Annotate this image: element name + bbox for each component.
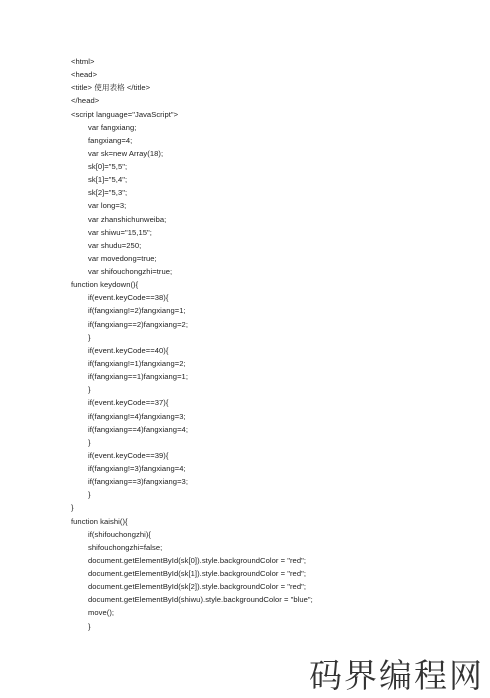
code-line: fangxiang=4; bbox=[88, 135, 133, 145]
code-line: var zhanshichunweiba; bbox=[88, 214, 167, 224]
code-line: if(event.keyCode==40){ bbox=[88, 345, 169, 355]
code-line: var sk=new Array(18); bbox=[88, 148, 164, 158]
code-line: } bbox=[88, 621, 91, 631]
code-line: } bbox=[88, 332, 91, 342]
code-line: if(shifouchongzhi){ bbox=[88, 529, 152, 539]
code-line: sk[1]="5,4"; bbox=[88, 175, 128, 185]
code-line: } bbox=[88, 437, 91, 447]
code-line: move(); bbox=[88, 608, 115, 618]
code-line: document.getElementById(shiwu).style.backgroundColor = "blue"; bbox=[88, 595, 313, 605]
code-line: if(fangxiang==3)fangxiang=3; bbox=[88, 477, 188, 487]
code-line: sk[0]="5,5"; bbox=[88, 162, 128, 172]
code-line: if(event.keyCode==38){ bbox=[88, 293, 169, 303]
code-line: var shiwu="15,15"; bbox=[88, 227, 152, 237]
code-line: function kaishi(){ bbox=[71, 516, 128, 526]
code-line: var fangxiang; bbox=[88, 122, 137, 132]
code-line: if(fangxiang!=3)fangxiang=4; bbox=[88, 464, 186, 474]
code-line: var shifouchongzhi=true; bbox=[88, 267, 173, 277]
code-line: if(fangxiang==1)fangxiang=1; bbox=[88, 372, 188, 382]
code-line: var shudu=250; bbox=[88, 240, 142, 250]
code-line: if(fangxiang==2)fangxiang=2; bbox=[88, 319, 188, 329]
code-line: if(fangxiang!=1)fangxiang=2; bbox=[88, 358, 186, 368]
code-line: function keydown(){ bbox=[71, 280, 139, 290]
code-line: } bbox=[88, 385, 91, 395]
code-line: document.getElementById(sk[2]).style.backgroundColor = "red"; bbox=[88, 582, 307, 592]
code-line: if(event.keyCode==37){ bbox=[88, 398, 169, 408]
code-line: if(fangxiang==4)fangxiang=4; bbox=[88, 424, 188, 434]
code-line: document.getElementById(sk[1]).style.backgroundColor = "red"; bbox=[88, 569, 307, 579]
code-line: shifouchongzhi=false; bbox=[88, 542, 163, 552]
code-line: } bbox=[88, 490, 91, 500]
code-line: if(fangxiang!=4)fangxiang=3; bbox=[88, 411, 186, 421]
code-line: document.getElementById(sk[0]).style.backgroundColor = "red"; bbox=[88, 555, 307, 565]
code-line: <head> bbox=[71, 70, 98, 80]
code-line: <title> 使用表格 </title> bbox=[71, 83, 151, 93]
code-line: </head> bbox=[71, 96, 100, 106]
code-line: <script language="JavaScript"> bbox=[71, 109, 179, 119]
code-line: var long=3; bbox=[88, 201, 127, 211]
code-line: <html> bbox=[71, 57, 95, 66]
code-line: var movedong=true; bbox=[88, 253, 157, 263]
site-watermark: 码界编程网 bbox=[309, 656, 484, 695]
code-line: if(event.keyCode==39){ bbox=[88, 450, 169, 460]
code-line: } bbox=[71, 503, 74, 513]
code-line: sk[2]="5,3"; bbox=[88, 188, 128, 198]
code-line: if(fangxiang!=2)fangxiang=1; bbox=[88, 306, 186, 316]
